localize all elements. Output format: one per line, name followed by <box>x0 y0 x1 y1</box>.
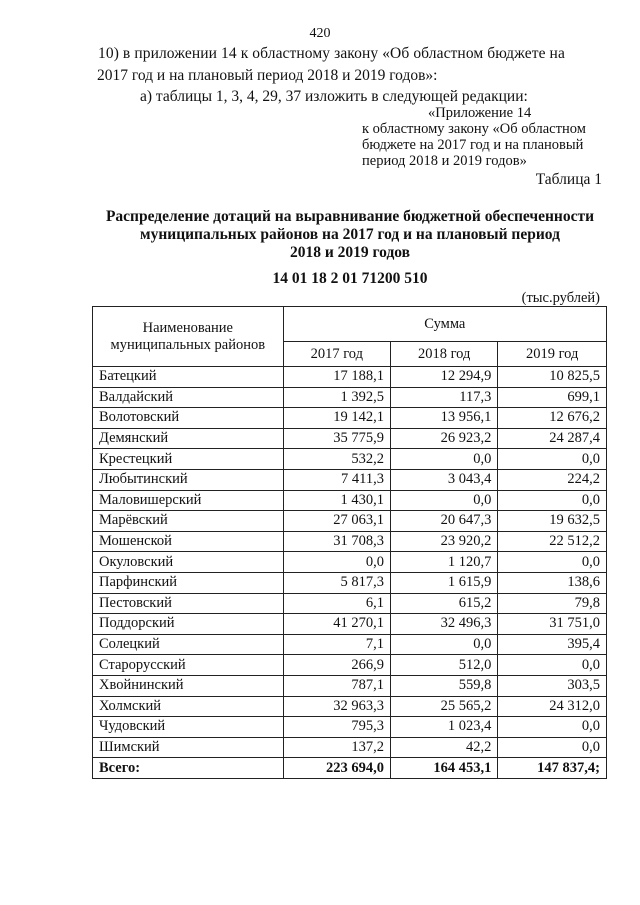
page-number: 420 <box>309 26 331 41</box>
amount-cell: 137,2 <box>283 737 390 758</box>
subsidy-table <box>92 306 607 779</box>
amount-cell: 7,1 <box>283 634 390 655</box>
amount-cell: 1 023,4 <box>391 717 498 738</box>
district-name: Пестовский <box>93 593 284 614</box>
amount-cell: 224,2 <box>498 469 607 490</box>
amount-cell: 32 963,3 <box>283 696 390 717</box>
amount-cell: 1 615,9 <box>391 572 498 593</box>
table-row <box>93 387 607 408</box>
amount-cell: 35 775,9 <box>283 428 390 449</box>
table-row <box>93 593 607 614</box>
title-line-3: 2018 и 2019 годов <box>289 244 411 261</box>
amount-cell: 22 512,2 <box>498 531 607 552</box>
table-row <box>93 572 607 593</box>
table-row <box>93 717 607 738</box>
district-name: Валдайский <box>93 387 284 408</box>
table-row <box>93 614 607 635</box>
table-row <box>93 408 607 429</box>
amount-cell: 0,0 <box>391 634 498 655</box>
district-name: Хвойнинский <box>93 675 284 696</box>
district-name: Маловишерский <box>93 490 284 511</box>
amount-cell: 615,2 <box>391 593 498 614</box>
table-row <box>93 696 607 717</box>
amount-cell: 0,0 <box>498 449 607 470</box>
amount-cell: 117,3 <box>391 387 498 408</box>
amount-cell: 79,8 <box>498 593 607 614</box>
district-name: Крестецкий <box>93 449 284 470</box>
table-row <box>93 449 607 470</box>
amount-cell: 7 411,3 <box>283 469 390 490</box>
table-row <box>93 531 607 552</box>
amount-cell: 41 270,1 <box>283 614 390 635</box>
table-row <box>93 428 607 449</box>
amount-cell: 0,0 <box>391 449 498 470</box>
amount-cell: 12 676,2 <box>498 408 607 429</box>
district-name: Мошенской <box>93 531 284 552</box>
amount-cell: 1 392,5 <box>283 387 390 408</box>
table-row <box>93 634 607 655</box>
amount-cell: 32 496,3 <box>391 614 498 635</box>
district-name: Любытинский <box>93 469 284 490</box>
amount-cell: 24 312,0 <box>498 696 607 717</box>
appendix-line-2: к областному закону «Об областном <box>362 121 586 137</box>
header-year-2018: 2018 год <box>391 342 498 367</box>
amount-cell: 138,6 <box>498 572 607 593</box>
district-name: Марёвский <box>93 511 284 532</box>
amount-cell: 20 647,3 <box>391 511 498 532</box>
amount-cell: 6,1 <box>283 593 390 614</box>
units-label: (тыс.рублей) <box>521 290 600 306</box>
table-row <box>93 367 607 388</box>
amount-cell: 795,3 <box>283 717 390 738</box>
appendix-line-3: бюджете на 2017 год и на плановый <box>362 137 584 153</box>
amount-cell: 24 287,4 <box>498 428 607 449</box>
total-amount: 164 453,1 <box>391 758 498 779</box>
amount-cell: 31 751,0 <box>498 614 607 635</box>
table-row <box>93 655 607 676</box>
total-label: Всего: <box>93 758 284 779</box>
amount-cell: 0,0 <box>391 490 498 511</box>
amount-cell: 25 565,2 <box>391 696 498 717</box>
amount-cell: 31 708,3 <box>283 531 390 552</box>
amount-cell: 0,0 <box>498 490 607 511</box>
budget-code: 14 01 18 2 01 71200 510 <box>272 270 428 287</box>
total-row <box>93 758 607 779</box>
table-title <box>90 208 610 262</box>
district-name: Волотовский <box>93 408 284 429</box>
amount-cell: 559,8 <box>391 675 498 696</box>
amount-cell: 0,0 <box>498 717 607 738</box>
amount-cell: 19 632,5 <box>498 511 607 532</box>
amount-cell: 532,2 <box>283 449 390 470</box>
table-row <box>93 552 607 573</box>
district-name: Батецкий <box>93 367 284 388</box>
table-row <box>93 511 607 532</box>
district-name: Старорусский <box>93 655 284 676</box>
amount-cell: 0,0 <box>498 737 607 758</box>
amount-cell: 12 294,9 <box>391 367 498 388</box>
amount-cell: 3 043,4 <box>391 469 498 490</box>
table-row <box>93 469 607 490</box>
amount-cell: 42,2 <box>391 737 498 758</box>
title-line-1: Распределение дотаций на выравнивание бюджетной обеспеченности <box>105 208 595 225</box>
table-row <box>93 675 607 696</box>
table-row <box>93 737 607 758</box>
amount-cell: 26 923,2 <box>391 428 498 449</box>
amount-cell: 10 825,5 <box>498 367 607 388</box>
amount-cell: 266,9 <box>283 655 390 676</box>
title-line-2: муниципальных районов на 2017 год и на плановый период <box>140 226 560 243</box>
amount-cell: 13 956,1 <box>391 408 498 429</box>
header-name: Наименование муниципальных районов <box>93 307 284 367</box>
header-sum: Сумма <box>283 307 606 342</box>
amount-cell: 303,5 <box>498 675 607 696</box>
amount-cell: 0,0 <box>498 655 607 676</box>
district-name: Чудовский <box>93 717 284 738</box>
district-name: Холмский <box>93 696 284 717</box>
intro-line-3: а) таблицы 1, 3, 4, 29, 37 изложить в следующей редакции: <box>140 88 528 105</box>
amount-cell: 0,0 <box>283 552 390 573</box>
intro-line-1: 10) в приложении 14 к областному закону «Об областном бюджете на <box>98 45 565 62</box>
header-year-2019: 2019 год <box>498 342 607 367</box>
amount-cell: 17 188,1 <box>283 367 390 388</box>
header-year-2017: 2017 год <box>283 342 390 367</box>
district-name: Окуловский <box>93 552 284 573</box>
amount-cell: 5 817,3 <box>283 572 390 593</box>
district-name: Шимский <box>93 737 284 758</box>
intro-line-2: 2017 год и на плановый период 2018 и 2019 годов»: <box>97 67 438 84</box>
amount-cell: 19 142,1 <box>283 408 390 429</box>
amount-cell: 23 920,2 <box>391 531 498 552</box>
table-body <box>93 367 607 779</box>
appendix-line-4: период 2018 и 2019 годов» <box>362 153 527 169</box>
amount-cell: 699,1 <box>498 387 607 408</box>
district-name: Демянский <box>93 428 284 449</box>
amount-cell: 1 430,1 <box>283 490 390 511</box>
table-label: Таблица 1 <box>535 171 602 188</box>
amount-cell: 787,1 <box>283 675 390 696</box>
amount-cell: 512,0 <box>391 655 498 676</box>
amount-cell: 1 120,7 <box>391 552 498 573</box>
amount-cell: 395,4 <box>498 634 607 655</box>
district-name: Поддорский <box>93 614 284 635</box>
amount-cell: 27 063,1 <box>283 511 390 532</box>
appendix-header <box>362 105 586 169</box>
table-row <box>93 490 607 511</box>
total-amount: 147 837,4; <box>498 758 607 779</box>
total-amount: 223 694,0 <box>283 758 390 779</box>
district-name: Солецкий <box>93 634 284 655</box>
amount-cell: 0,0 <box>498 552 607 573</box>
appendix-line-1: «Приложение 14 <box>428 105 532 121</box>
district-name: Парфинский <box>93 572 284 593</box>
